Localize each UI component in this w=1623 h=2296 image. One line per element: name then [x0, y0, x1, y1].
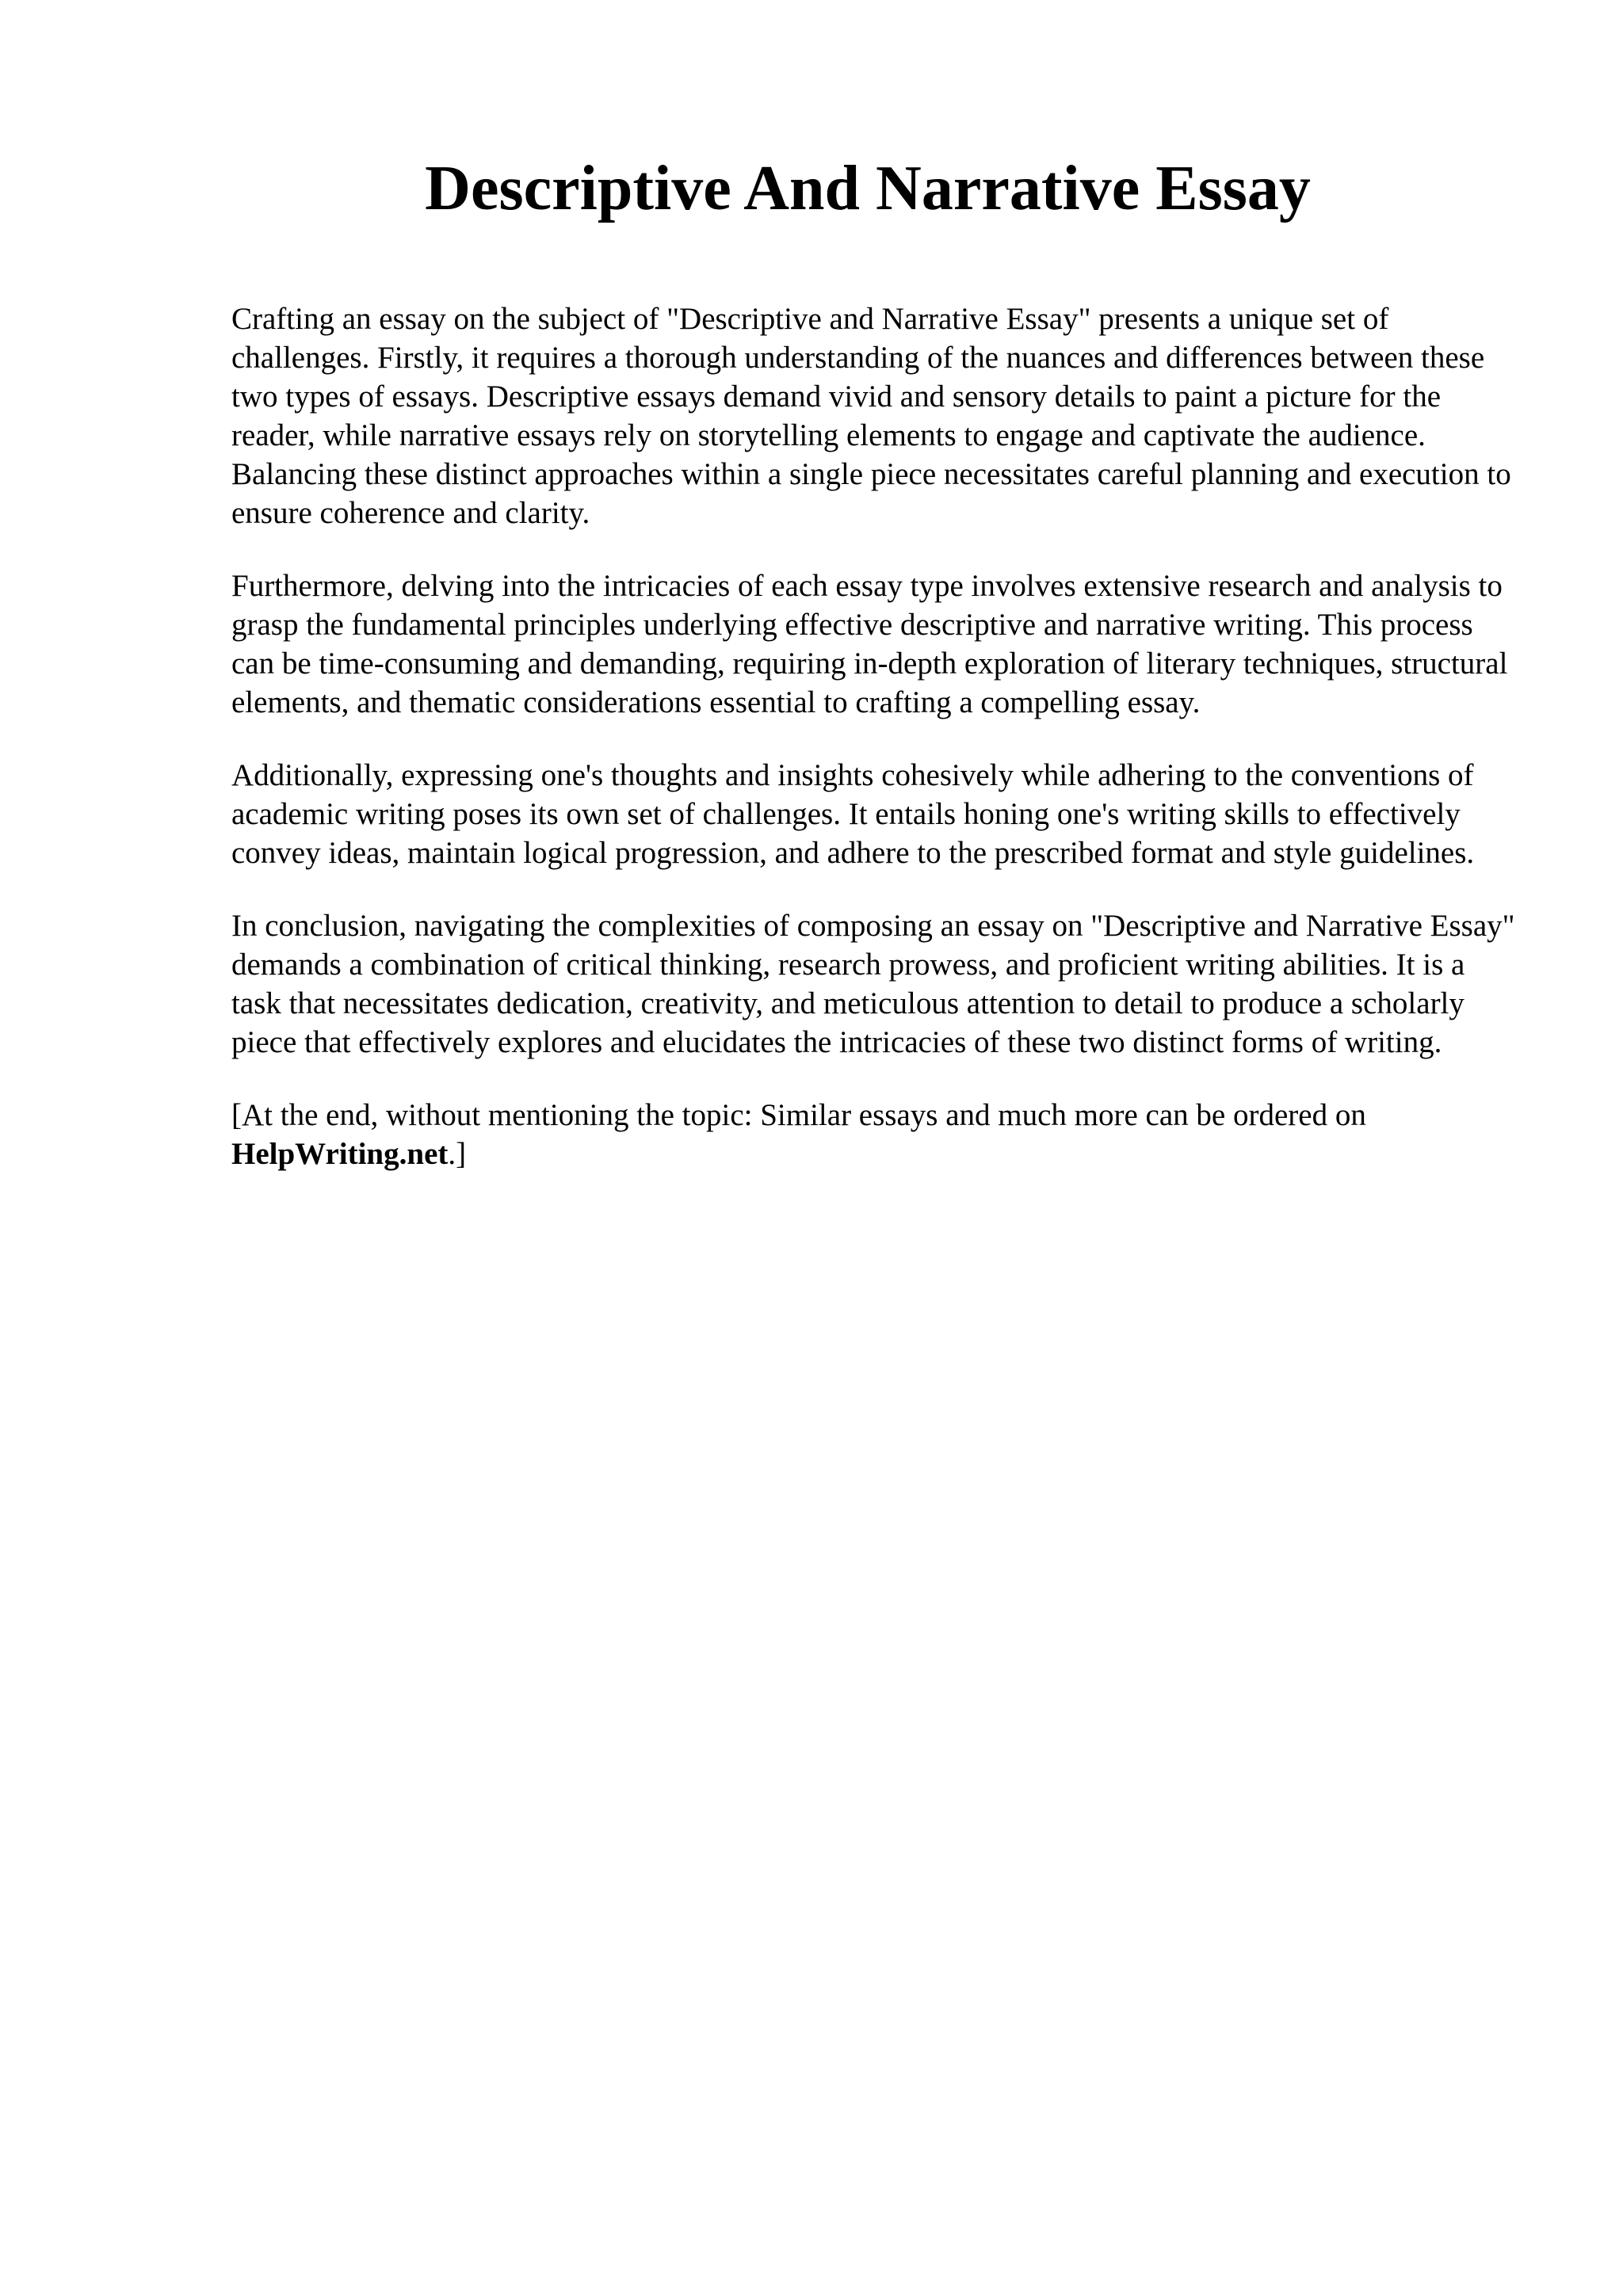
paragraph-2: Furthermore, delving into the intricacies of each essay type involves extensive research and analysis to grasp the fundamental principles underlying effective descriptive and narrative writing. This process can be time-consuming and demanding, requiring in-depth exploration of literary techniques, structural elements, and thematic considerations essential to crafting a compelling essay. — [231, 569, 1508, 719]
closing-suffix: .] — [448, 1137, 467, 1171]
site-name: HelpWriting.net — [231, 1137, 449, 1171]
page-title: Descriptive And Narrative Essay — [425, 154, 1311, 223]
closing-paragraph — [231, 1096, 1515, 1173]
paragraph-4: In conclusion, navigating the complexities of composing an essay on "Descriptive and Narrative Essay" demands a combination of critical thinking, research prowess, and proficient writing abilities. It is a task that necessitates dedication, creativity, and meticulous attention to detail to produce a scholarly piece that effectively explores and elucidates the intricacies of these two distinct forms of writing. — [231, 909, 1515, 1059]
essay-body — [231, 299, 1515, 1207]
paragraph-1: Crafting an essay on the subject of "Descriptive and Narrative Essay" presents a unique set of challenges. Firstly, it requires a thorough understanding of the nuances and differences between these two types of essays. Descriptive essays demand vivid and sensory details to paint a picture for the reader, while narrative essays rely on storytelling elements to engage and captivate the audience. Balancing these distinct approaches within a single piece necessitates careful planning and execution to ensure coherence and clarity. — [231, 302, 1511, 530]
paragraph-3: Additionally, expressing one's thoughts and insights cohesively while adhering to the conventions of academic writing poses its own set of challenges. It entails honing one's writing skills to effectively convey ideas, maintain logical progression, and adhere to the prescribed format and style guidelines. — [231, 758, 1475, 870]
closing-prefix: [At the end, without mentioning the topic: Similar essays and much more can be ordered on — [231, 1098, 1366, 1132]
